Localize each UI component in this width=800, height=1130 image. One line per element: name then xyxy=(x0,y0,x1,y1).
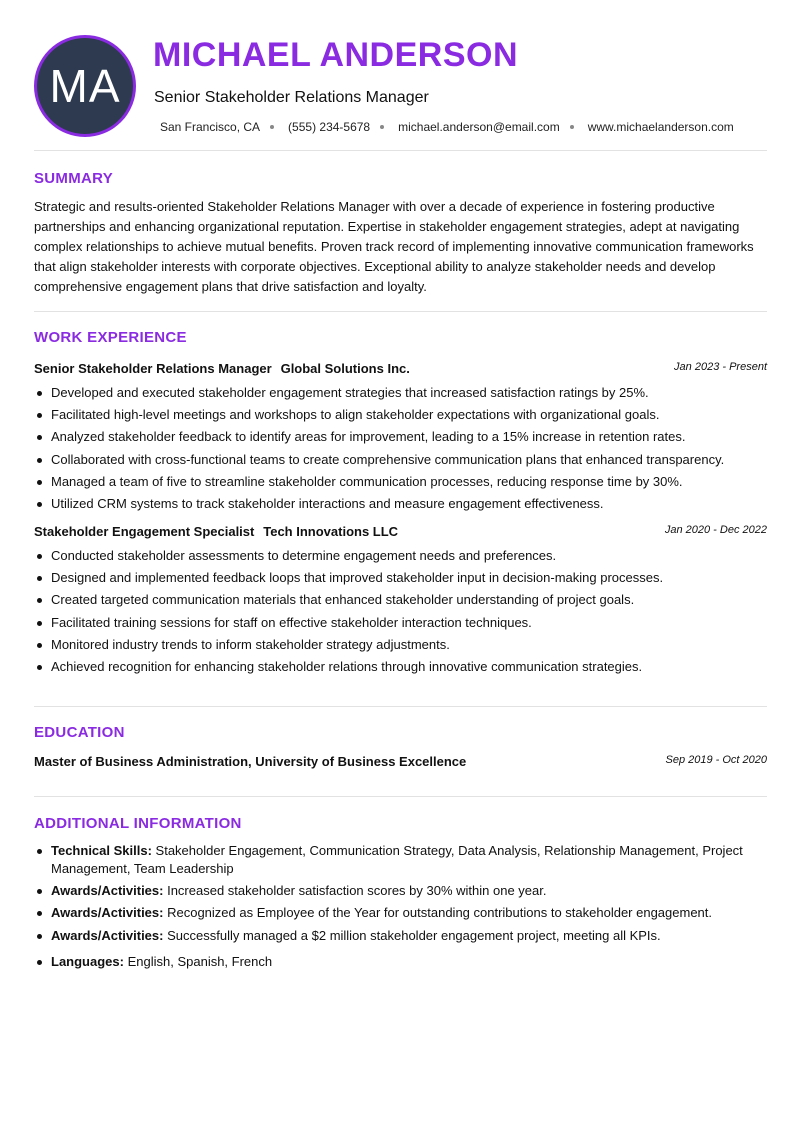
separator-dot-icon xyxy=(380,125,384,129)
contact-phone[interactable]: (555) 234-5678 xyxy=(288,120,371,134)
additional-info-section xyxy=(34,815,767,975)
additional-info-heading: ADDITIONAL INFORMATION xyxy=(34,815,242,832)
contact-bar xyxy=(160,120,734,134)
education-heading: EDUCATION xyxy=(34,724,125,741)
list-item xyxy=(34,882,767,900)
job-role: Stakeholder Engagement Specialist xyxy=(34,523,255,539)
list-item: Created targeted communication materials that enhanced stakeholder understanding of project goals. xyxy=(34,591,767,609)
work-experience-heading: WORK EXPERIENCE xyxy=(34,329,187,346)
avatar: MA xyxy=(34,35,136,137)
separator-dot-icon xyxy=(270,125,274,129)
list-item xyxy=(34,927,767,945)
item-label: Awards/Activities: xyxy=(51,883,164,899)
list-item xyxy=(34,904,767,922)
additional-info-list xyxy=(34,842,767,971)
education-entry xyxy=(34,753,767,773)
job-bullets xyxy=(34,547,767,676)
item-label: Languages: xyxy=(51,953,124,969)
list-item: Managed a team of five to streamline stakeholder communication processes, reducing response time by 30%. xyxy=(34,473,767,491)
job-dates: Jan 2020 - Dec 2022 xyxy=(664,523,767,536)
job-entry xyxy=(34,523,767,676)
list-item: Facilitated training sessions for staff on effective stakeholder interaction techniques. xyxy=(34,614,767,632)
item-label: Technical Skills: xyxy=(51,843,152,858)
list-item: Achieved recognition for enhancing stakeholder relations through innovative communication strategies. xyxy=(34,658,767,676)
education-dates: Sep 2019 - Oct 2020 xyxy=(665,754,767,766)
list-item xyxy=(34,953,767,971)
work-experience-section xyxy=(34,329,767,680)
item-text: Successfully managed a $2 million stakeholder engagement project, meeting all KPIs. xyxy=(167,927,661,943)
item-label: Awards/Activities: xyxy=(51,927,164,943)
item-text: English, Spanish, French xyxy=(127,953,273,969)
contact-location: San Francisco, CA xyxy=(160,120,261,134)
section-divider xyxy=(34,311,767,312)
job-header xyxy=(34,360,767,380)
candidate-name: MICHAEL ANDERSON xyxy=(153,36,519,74)
list-item: Facilitated high-level meetings and workshops to align stakeholder expectations with organizational goals. xyxy=(34,406,767,424)
job-company: Tech Innovations LLC xyxy=(263,523,399,539)
item-text: Stakeholder Engagement, Communication Strategy, Data Analysis, Relationship Management, Project Management, Team Leadership xyxy=(51,843,743,876)
item-text: Recognized as Employee of the Year for outstanding contributions to stakeholder engagement. xyxy=(167,905,713,921)
list-item: Monitored industry trends to inform stakeholder strategy adjustments. xyxy=(34,636,767,654)
list-item: Conducted stakeholder assessments to determine engagement needs and preferences. xyxy=(34,547,767,565)
job-header xyxy=(34,523,767,543)
list-item: Developed and executed stakeholder engagement strategies that increased satisfaction ratings by 25%. xyxy=(34,384,767,402)
list-item: Designed and implemented feedback loops that improved stakeholder input in decision-making processes. xyxy=(34,569,767,587)
section-divider xyxy=(34,796,767,797)
contact-email[interactable]: michael.anderson@email.com xyxy=(398,120,560,134)
section-divider xyxy=(34,150,767,151)
candidate-headline: Senior Stakeholder Relations Manager xyxy=(154,89,429,106)
contact-website[interactable]: www.michaelanderson.com xyxy=(587,120,734,134)
section-divider xyxy=(34,706,767,707)
list-item: Collaborated with cross-functional teams to create comprehensive communication plans that enhanced transparency. xyxy=(34,451,767,469)
summary-section xyxy=(34,170,767,297)
summary-text: Strategic and results-oriented Stakeholder Relations Manager with over a decade of experience in fostering productive partnerships and enhancing organizational reputation. Expertise in stakeholder engagement strategies, adept at navigating complex relationships to achieve mutual benefits. Proven track record of implementing innovative communication frameworks that align stakeholder interests with corporate objectives. Exceptional ability to analyze stakeholder needs and develop comprehensive engagement plans that drive satisfaction and loyalty. xyxy=(34,199,754,294)
job-entry xyxy=(34,360,767,513)
job-role: Senior Stakeholder Relations Manager xyxy=(34,361,272,376)
job-company: Global Solutions Inc. xyxy=(280,361,410,376)
list-item: Analyzed stakeholder feedback to identify areas for improvement, leading to a 15% increase in retention rates. xyxy=(34,428,767,446)
item-label: Awards/Activities: xyxy=(51,905,164,921)
separator-dot-icon xyxy=(570,125,574,129)
resume-header xyxy=(0,0,800,150)
education-section xyxy=(34,724,767,773)
education-degree: Master of Business Administration, University of Business Excellence xyxy=(34,754,467,769)
list-item xyxy=(34,842,767,878)
summary-heading: SUMMARY xyxy=(34,170,114,187)
list-item: Utilized CRM systems to track stakeholder interactions and measure engagement effectiveness. xyxy=(34,495,767,513)
job-dates: Jan 2023 - Present xyxy=(674,361,767,373)
job-bullets xyxy=(34,384,767,513)
item-text: Increased stakeholder satisfaction scores by 30% within one year. xyxy=(167,883,547,899)
